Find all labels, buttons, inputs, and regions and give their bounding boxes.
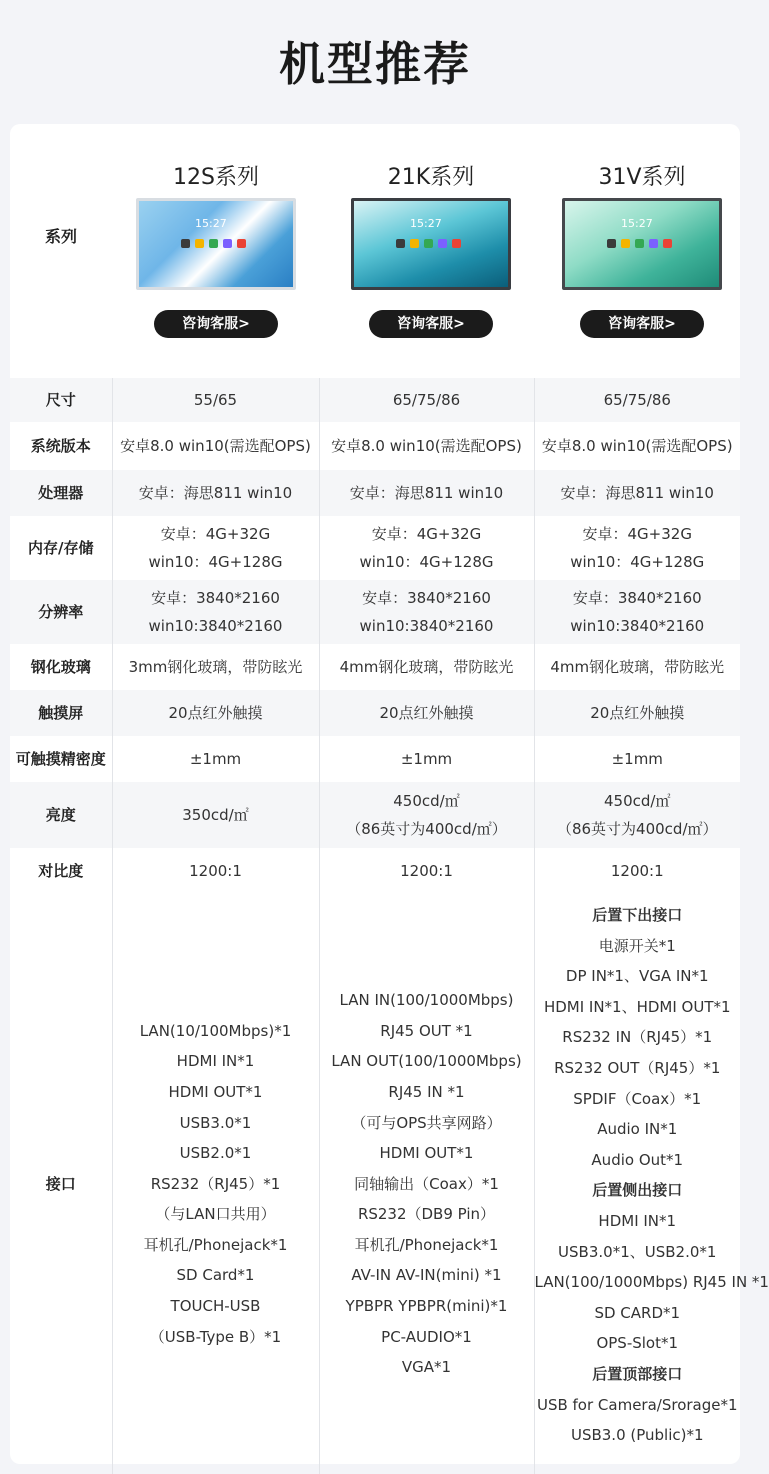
port-item: SPDIF（Coax）*1: [573, 1089, 702, 1108]
app-icon: [635, 239, 644, 248]
spec-label: 钢化玻璃: [30, 658, 91, 676]
app-icon: [424, 239, 433, 248]
spec-value: 4mm钢化玻璃，带防眩光: [319, 644, 534, 690]
spec-label: 亮度: [10, 782, 112, 848]
port-item: RS232 IN（RJ45）*1: [562, 1028, 713, 1047]
spec-value-line: win10:3840*2160: [359, 617, 494, 635]
spec-value-line: （86英寸为400cd/㎡）: [556, 820, 718, 838]
spec-row: [10, 580, 740, 644]
port-item: 电源开关*1: [598, 936, 676, 955]
spec-row: [10, 690, 740, 736]
consult-button-31v[interactable]: 咨询客服>: [580, 310, 704, 338]
ports-group-heading: 后置顶部接口: [592, 1364, 683, 1383]
spec-row: [10, 736, 740, 782]
spec-label: 系统版本: [30, 437, 91, 455]
spec-value-line: 安卓：3840*2160: [362, 589, 491, 607]
spec-value: 安卓：海思811 win10: [319, 470, 534, 516]
spec-label: 对比度: [38, 862, 84, 880]
port-item: USB for Camera/Srorage*1: [536, 1395, 738, 1414]
model-name: 31V系列: [598, 165, 686, 190]
spec-value: 20点红外触摸: [319, 690, 534, 736]
spec-value-line: win10：4G+128G: [359, 553, 494, 571]
spec-value: ±1mm: [319, 736, 534, 782]
spec-label: 可触摸精密度: [15, 750, 106, 768]
spec-value: 350cd/㎡: [112, 782, 319, 848]
spec-value: 3mm钢化玻璃，带防眩光: [112, 644, 319, 690]
port-item: YPBPR YPBPR(mini)*1: [345, 1297, 508, 1316]
port-item: （USB-Type B）*1: [149, 1327, 282, 1346]
spec-value: 安卓：海思811 win10: [112, 470, 319, 516]
screen-clock: 15:27: [410, 217, 442, 230]
spec-table: [10, 378, 769, 1474]
spec-value: 安卓8.0 win10(需选配OPS): [112, 422, 319, 470]
spec-value: 20点红外触摸: [534, 690, 740, 736]
spec-value-line: （86英寸为400cd/㎡）: [346, 820, 507, 838]
ports-cell: [534, 894, 769, 1474]
spec-row: [10, 644, 740, 690]
port-item: PC-AUDIO*1: [381, 1327, 472, 1346]
port-item: （可与OPS共享网路）: [351, 1113, 502, 1132]
port-item: （与LAN口共用）: [155, 1205, 276, 1224]
spec-value-line: win10:3840*2160: [148, 617, 283, 635]
port-item: AV-IN AV-IN(mini) *1: [351, 1266, 502, 1285]
port-item: USB3.0*1、USB2.0*1: [558, 1242, 717, 1261]
spec-value: 65/75/86: [534, 378, 740, 422]
spec-value-line: 安卓：3840*2160: [572, 589, 702, 607]
spec-value: ±1mm: [534, 736, 740, 782]
spec-label: 处理器: [10, 470, 112, 516]
port-item: RS232 OUT（RJ45）*1: [554, 1058, 721, 1077]
comparison-card: [10, 124, 769, 1464]
page-title: 机型推荐: [279, 37, 471, 91]
spec-value: [534, 580, 740, 644]
spec-value: [319, 782, 534, 848]
consult-button-21k[interactable]: 咨询客服>: [369, 310, 493, 338]
port-item: USB3.0*1: [179, 1113, 252, 1132]
spec-value: ±1mm: [112, 736, 319, 782]
spec-value: 安卓8.0 win10(需选配OPS): [319, 422, 534, 470]
model-name: 21K系列: [387, 165, 475, 190]
spec-value: [319, 580, 534, 644]
product-image-31v: [562, 198, 722, 290]
spec-value: [534, 782, 740, 848]
spec-label: 分辨率: [10, 580, 112, 644]
spec-label: 尺寸: [10, 378, 112, 422]
app-icon: [195, 239, 204, 248]
spec-row: [10, 378, 740, 422]
model-12s: [116, 160, 316, 338]
spec-value: [112, 516, 319, 580]
app-icon: [223, 239, 232, 248]
spec-value-line: 安卓：3840*2160: [151, 589, 280, 607]
app-icon: [621, 239, 630, 248]
spec-value: 1200:1: [534, 848, 740, 894]
app-icon: [410, 239, 419, 248]
port-item: RJ45 IN *1: [388, 1082, 465, 1101]
port-item: VGA*1: [401, 1358, 452, 1377]
spec-value-line: win10：4G+128G: [570, 553, 705, 571]
spec-row: [10, 782, 740, 848]
product-image-12s: [136, 198, 296, 290]
app-icon: [452, 239, 461, 248]
port-item: RJ45 OUT *1: [380, 1021, 473, 1040]
spec-table-body: [10, 378, 769, 1474]
port-item: LAN OUT(100/1000Mbps): [331, 1052, 522, 1071]
ports-row: [10, 894, 740, 1474]
ports-group-heading: 后置下出接口: [592, 906, 683, 924]
port-item: LAN(100/1000Mbps) RJ45 IN *1: [534, 1273, 769, 1292]
port-item: USB3.0 (Public)*1: [570, 1426, 704, 1445]
port-item: SD CARD*1: [594, 1303, 681, 1322]
port-item: HDMI IN*1: [176, 1052, 255, 1071]
app-icons: [181, 239, 246, 248]
ports-label: 接口: [45, 1175, 76, 1193]
port-item: LAN IN(100/1000Mbps): [339, 991, 514, 1010]
spec-value: [112, 580, 319, 644]
spec-value-line: win10:3840*2160: [570, 617, 705, 635]
port-item: 同轴输出（Coax）*1: [354, 1174, 499, 1193]
port-item: 耳机孔/Phonejack*1: [143, 1235, 288, 1254]
model-31v: [542, 160, 742, 338]
port-item: HDMI IN*1、HDMI OUT*1: [543, 997, 731, 1016]
port-item: HDMI IN*1: [598, 1211, 677, 1230]
app-icons: [607, 239, 672, 248]
port-item: HDMI OUT*1: [168, 1082, 263, 1101]
spec-value-line: 安卓：4G+32G: [160, 525, 271, 543]
spec-row: [10, 470, 740, 516]
spec-value-line: 450cd/㎡: [393, 792, 460, 810]
spec-label: 触摸屏: [10, 690, 112, 736]
model-21k: [331, 160, 531, 338]
spec-value: 4mm钢化玻璃，带防眩光: [534, 644, 740, 690]
port-item: SD Card*1: [176, 1266, 255, 1285]
spec-value: 安卓8.0 win10(需选配OPS): [534, 422, 740, 470]
spec-value-line: 安卓：4G+32G: [582, 525, 692, 543]
port-item: HDMI OUT*1: [379, 1144, 474, 1163]
port-item: TOUCH-USB: [170, 1297, 261, 1316]
app-icon: [649, 239, 658, 248]
port-item: RS232（DB9 Pin）: [357, 1205, 496, 1224]
port-item: OPS-Slot*1: [596, 1334, 679, 1353]
app-icon: [438, 239, 447, 248]
spec-value-line: 安卓：4G+32G: [371, 525, 482, 543]
app-icon: [237, 239, 246, 248]
ports-group-heading: 后置侧出接口: [592, 1181, 683, 1200]
port-item: 耳机孔/Phonejack*1: [354, 1235, 499, 1254]
spec-value: [534, 516, 740, 580]
app-icon: [181, 239, 190, 248]
app-icons: [396, 239, 461, 248]
model-name: 12S系列: [173, 165, 259, 190]
spec-row: [10, 422, 740, 470]
spec-value: 20点红外触摸: [112, 690, 319, 736]
port-item: RS232（RJ45）*1: [150, 1174, 281, 1193]
spec-label: 内存/存储: [28, 539, 94, 557]
spec-row: [10, 516, 740, 580]
spec-value: 55/65: [112, 378, 319, 422]
screen-clock: 15:27: [195, 217, 227, 230]
port-item: USB2.0*1: [179, 1144, 252, 1163]
spec-value: 65/75/86: [319, 378, 534, 422]
app-icon: [663, 239, 672, 248]
spec-value-line: win10：4G+128G: [148, 553, 283, 571]
spec-row: [10, 848, 740, 894]
spec-value: 1200:1: [319, 848, 534, 894]
app-icon: [209, 239, 218, 248]
port-item: Audio IN*1: [597, 1120, 678, 1139]
ports-cell: [319, 894, 534, 1474]
spec-value: 1200:1: [112, 848, 319, 894]
app-icon: [607, 239, 616, 248]
spec-value: [319, 516, 534, 580]
spec-value-line: 450cd/㎡: [604, 792, 671, 810]
app-icon: [396, 239, 405, 248]
port-item: DP IN*1、VGA IN*1: [565, 967, 709, 986]
series-label: 系列: [44, 227, 77, 246]
port-item: LAN(10/100Mbps)*1: [139, 1021, 292, 1040]
consult-button-12s[interactable]: 咨询客服>: [154, 310, 278, 338]
ports-cell: [112, 894, 319, 1474]
spec-value: 安卓：海思811 win10: [534, 470, 740, 516]
screen-clock: 15:27: [621, 217, 653, 230]
product-image-21k: [351, 198, 511, 290]
port-item: Audio Out*1: [591, 1150, 684, 1169]
